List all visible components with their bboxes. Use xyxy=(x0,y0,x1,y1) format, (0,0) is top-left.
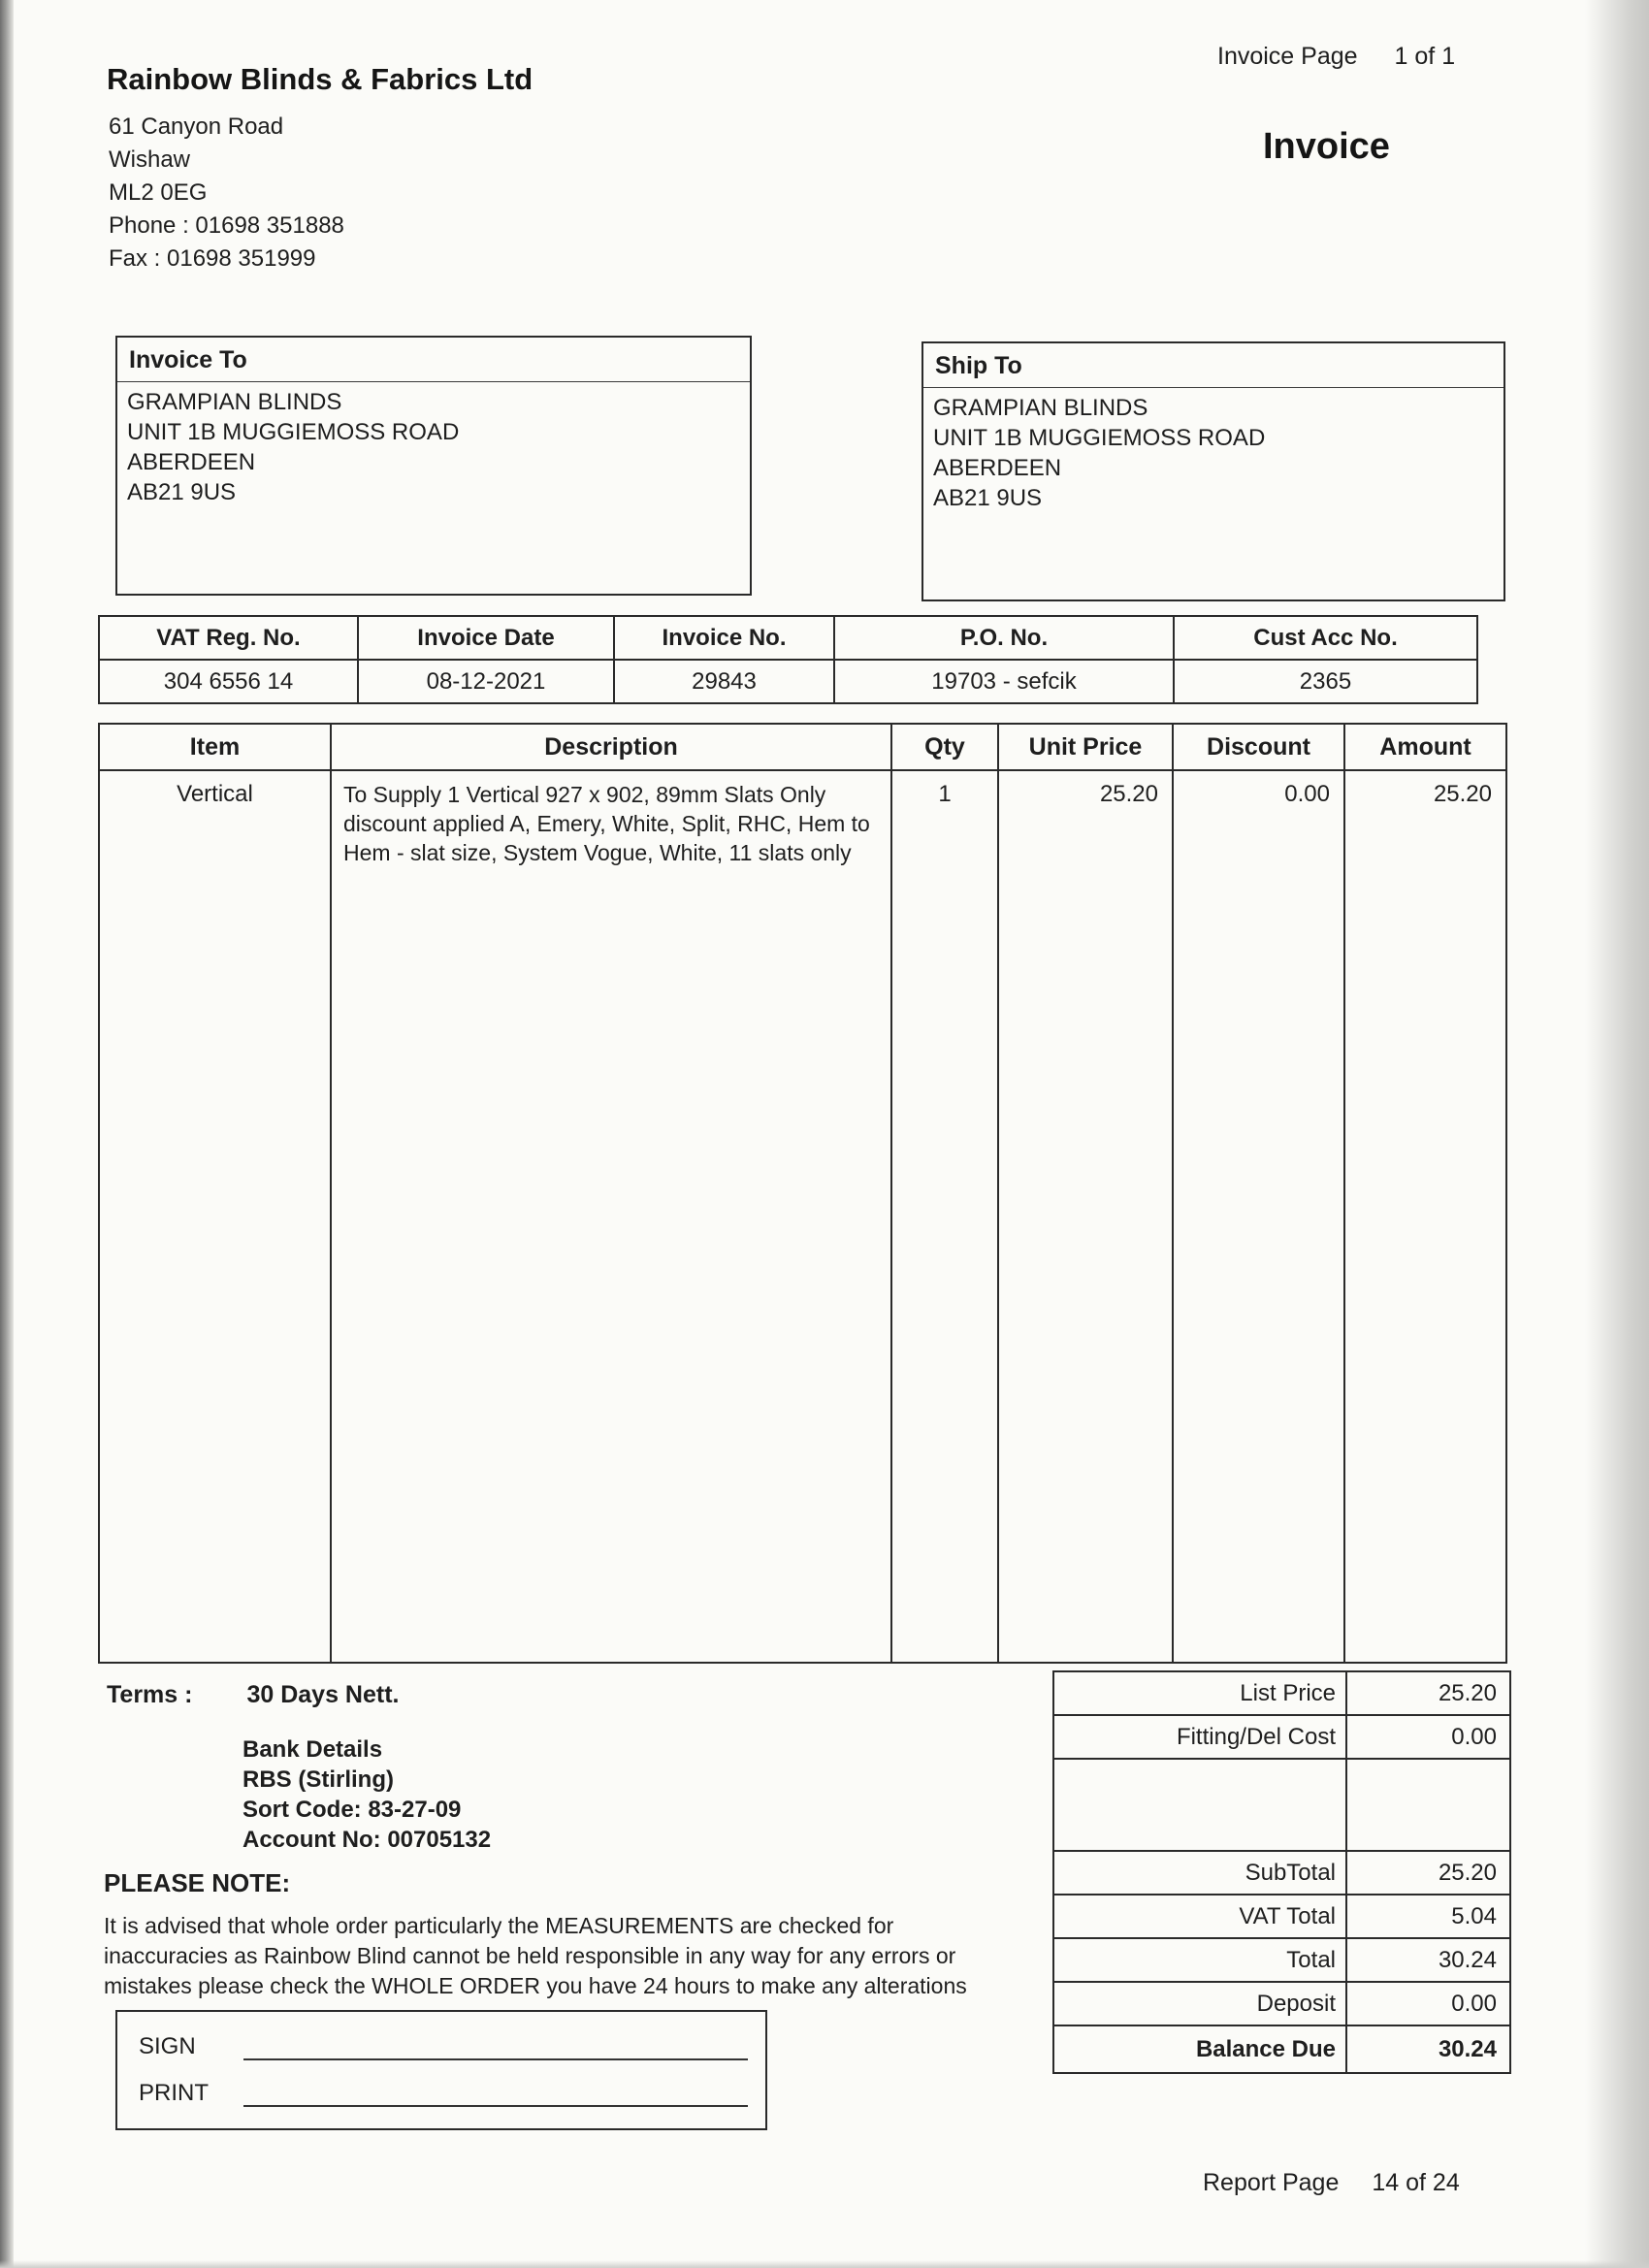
bank-details-title: Bank Details xyxy=(242,1736,383,1763)
terms-value: 30 Days Nett. xyxy=(246,1681,400,1708)
report-page-indicator xyxy=(1203,2169,1460,2197)
company-address xyxy=(109,111,344,275)
info-header-invoice-no: Invoice No. xyxy=(615,617,835,659)
totals-row-subtotal xyxy=(1054,1852,1509,1895)
invoice-page-value: 1 of 1 xyxy=(1394,43,1456,70)
items-header-qty: Qty xyxy=(892,725,999,769)
totals-label-deposit: Deposit xyxy=(1054,1983,1347,2025)
company-address-line: 61 Canyon Road xyxy=(109,113,284,140)
please-note-label: PLEASE NOTE: xyxy=(104,1868,291,1897)
invoice-page-label: Invoice Page xyxy=(1217,43,1358,70)
totals-row-fitting-del-cost xyxy=(1054,1716,1509,1760)
ship-to-line: UNIT 1B MUGGIEMOSS ROAD xyxy=(933,425,1266,451)
ship-to-box xyxy=(922,341,1505,601)
totals-value-vat-total: 5.04 xyxy=(1451,1902,1497,1929)
terms-line xyxy=(107,1681,399,1709)
ship-to-label: Ship To xyxy=(923,343,1504,388)
invoice-to-box xyxy=(115,336,752,596)
ship-to-line: ABERDEEN xyxy=(933,455,1062,481)
info-header-invoice-date: Invoice Date xyxy=(359,617,615,659)
info-value-invoice-date: 08-12-2021 xyxy=(359,661,615,702)
totals-label-total: Total xyxy=(1054,1939,1347,1981)
please-note-text: It is advised that whole order particularly the MEASUREMENTS are checked for inaccuracies as Rainbow Blind cannot be held responsible in any way for any errors or mistakes please check the WHOLE ORDER you have 24 hours to make any alterations xyxy=(104,1913,967,1998)
totals-spacer-label-cell xyxy=(1054,1760,1347,1850)
totals-value-balance-due: 30.24 xyxy=(1438,2035,1497,2062)
totals-value-total: 30.24 xyxy=(1438,1946,1497,1973)
info-value-vat-reg-no: 304 6556 14 xyxy=(100,661,359,702)
ship-to-address xyxy=(923,388,1504,518)
totals-label-list-price: List Price xyxy=(1054,1672,1347,1714)
invoice-to-line: ABERDEEN xyxy=(127,449,256,475)
invoice-to-line: AB21 9US xyxy=(127,479,237,505)
totals-label-fitting-del-cost: Fitting/Del Cost xyxy=(1054,1716,1347,1758)
info-header-po-no: P.O. No. xyxy=(835,617,1175,659)
totals-row-deposit xyxy=(1054,1983,1509,2026)
line-items-table xyxy=(98,723,1507,1664)
invoice-page-indicator xyxy=(1217,43,1455,71)
sign-row xyxy=(139,2031,748,2060)
info-value-invoice-no: 29843 xyxy=(615,661,835,702)
items-header-discount: Discount xyxy=(1174,725,1345,769)
totals-row-vat-total xyxy=(1054,1895,1509,1939)
info-header-cust-acc-no: Cust Acc No. xyxy=(1253,624,1398,651)
totals-label-balance-due: Balance Due xyxy=(1054,2026,1347,2072)
print-label: PRINT xyxy=(139,2080,209,2106)
totals-row-balance-due xyxy=(1054,2026,1509,2072)
item-cell-unit-price: 25.20 xyxy=(999,771,1174,1662)
sign-signature-line xyxy=(243,2031,748,2060)
item-cell-amount: 25.20 xyxy=(1433,781,1492,807)
totals-spacer-value-cell xyxy=(1347,1760,1509,1850)
terms-label: Terms : xyxy=(107,1681,193,1708)
item-cell-item: Vertical xyxy=(100,771,332,1662)
info-value-po-no: 19703 - sefcik xyxy=(835,661,1175,702)
items-header-item: Item xyxy=(100,725,332,769)
item-cell-qty: 1 xyxy=(892,771,999,1662)
company-phone: Phone : 01698 351888 xyxy=(109,212,344,239)
totals-label-vat-total: VAT Total xyxy=(1054,1895,1347,1937)
items-header-row xyxy=(100,725,1505,771)
totals-row-total xyxy=(1054,1939,1509,1983)
info-table-header-row xyxy=(100,617,1476,661)
company-address-line: Wishaw xyxy=(109,146,191,173)
items-body-row xyxy=(100,771,1505,1662)
report-page-value: 14 of 24 xyxy=(1372,2169,1460,2196)
items-header-unit-price: Unit Price xyxy=(999,725,1174,769)
totals-label-subtotal: SubTotal xyxy=(1054,1852,1347,1894)
items-header-description: Description xyxy=(332,725,892,769)
document-title: Invoice xyxy=(1263,126,1390,167)
totals-value-deposit: 0.00 xyxy=(1451,1990,1497,2017)
invoice-to-label: Invoice To xyxy=(117,338,750,382)
company-fax: Fax : 01698 351999 xyxy=(109,245,316,272)
sign-label: SIGN xyxy=(139,2033,196,2059)
info-value-cust-acc-no: 2365 xyxy=(1299,667,1352,695)
bank-account-no: Account No: 00705132 xyxy=(242,1827,492,1853)
company-address-line: ML2 0EG xyxy=(109,179,208,206)
scan-edge-bottom xyxy=(0,2260,1649,2268)
invoice-info-table xyxy=(98,615,1478,704)
invoice-to-line: GRAMPIAN BLINDS xyxy=(127,389,342,415)
company-name: Rainbow Blinds & Fabrics Ltd xyxy=(107,62,534,96)
totals-row-list-price xyxy=(1054,1672,1509,1716)
signature-box xyxy=(115,2010,767,2130)
invoice-to-address xyxy=(117,382,750,512)
scan-edge-right xyxy=(1585,0,1649,2268)
report-page-label: Report Page xyxy=(1203,2169,1340,2196)
bank-sort-code: Sort Code: 83-27-09 xyxy=(242,1797,462,1823)
scan-edge-left xyxy=(0,0,14,2268)
item-cell-discount: 0.00 xyxy=(1174,771,1345,1662)
print-signature-line xyxy=(243,2078,748,2107)
totals-spacer xyxy=(1054,1760,1509,1852)
invoice-to-line: UNIT 1B MUGGIEMOSS ROAD xyxy=(127,419,460,445)
totals-value-list-price: 25.20 xyxy=(1438,1679,1497,1706)
ship-to-line: GRAMPIAN BLINDS xyxy=(933,395,1148,421)
bank-name: RBS (Stirling) xyxy=(242,1766,394,1793)
print-row xyxy=(139,2078,748,2107)
totals-value-fitting-del-cost: 0.00 xyxy=(1451,1723,1497,1750)
ship-to-line: AB21 9US xyxy=(933,485,1043,511)
bank-details xyxy=(242,1734,491,1855)
info-table-value-row xyxy=(100,661,1476,702)
totals-box xyxy=(1052,1670,1511,2074)
items-header-amount: Amount xyxy=(1379,732,1471,761)
totals-value-subtotal: 25.20 xyxy=(1438,1859,1497,1886)
info-header-vat-reg-no: VAT Reg. No. xyxy=(100,617,359,659)
item-cell-description: To Supply 1 Vertical 927 x 902, 89mm Slats Only discount applied A, Emery, White, Split, RHC, Hem to Hem - slat size, System Vogue, White, 11 slats only xyxy=(332,771,892,1662)
